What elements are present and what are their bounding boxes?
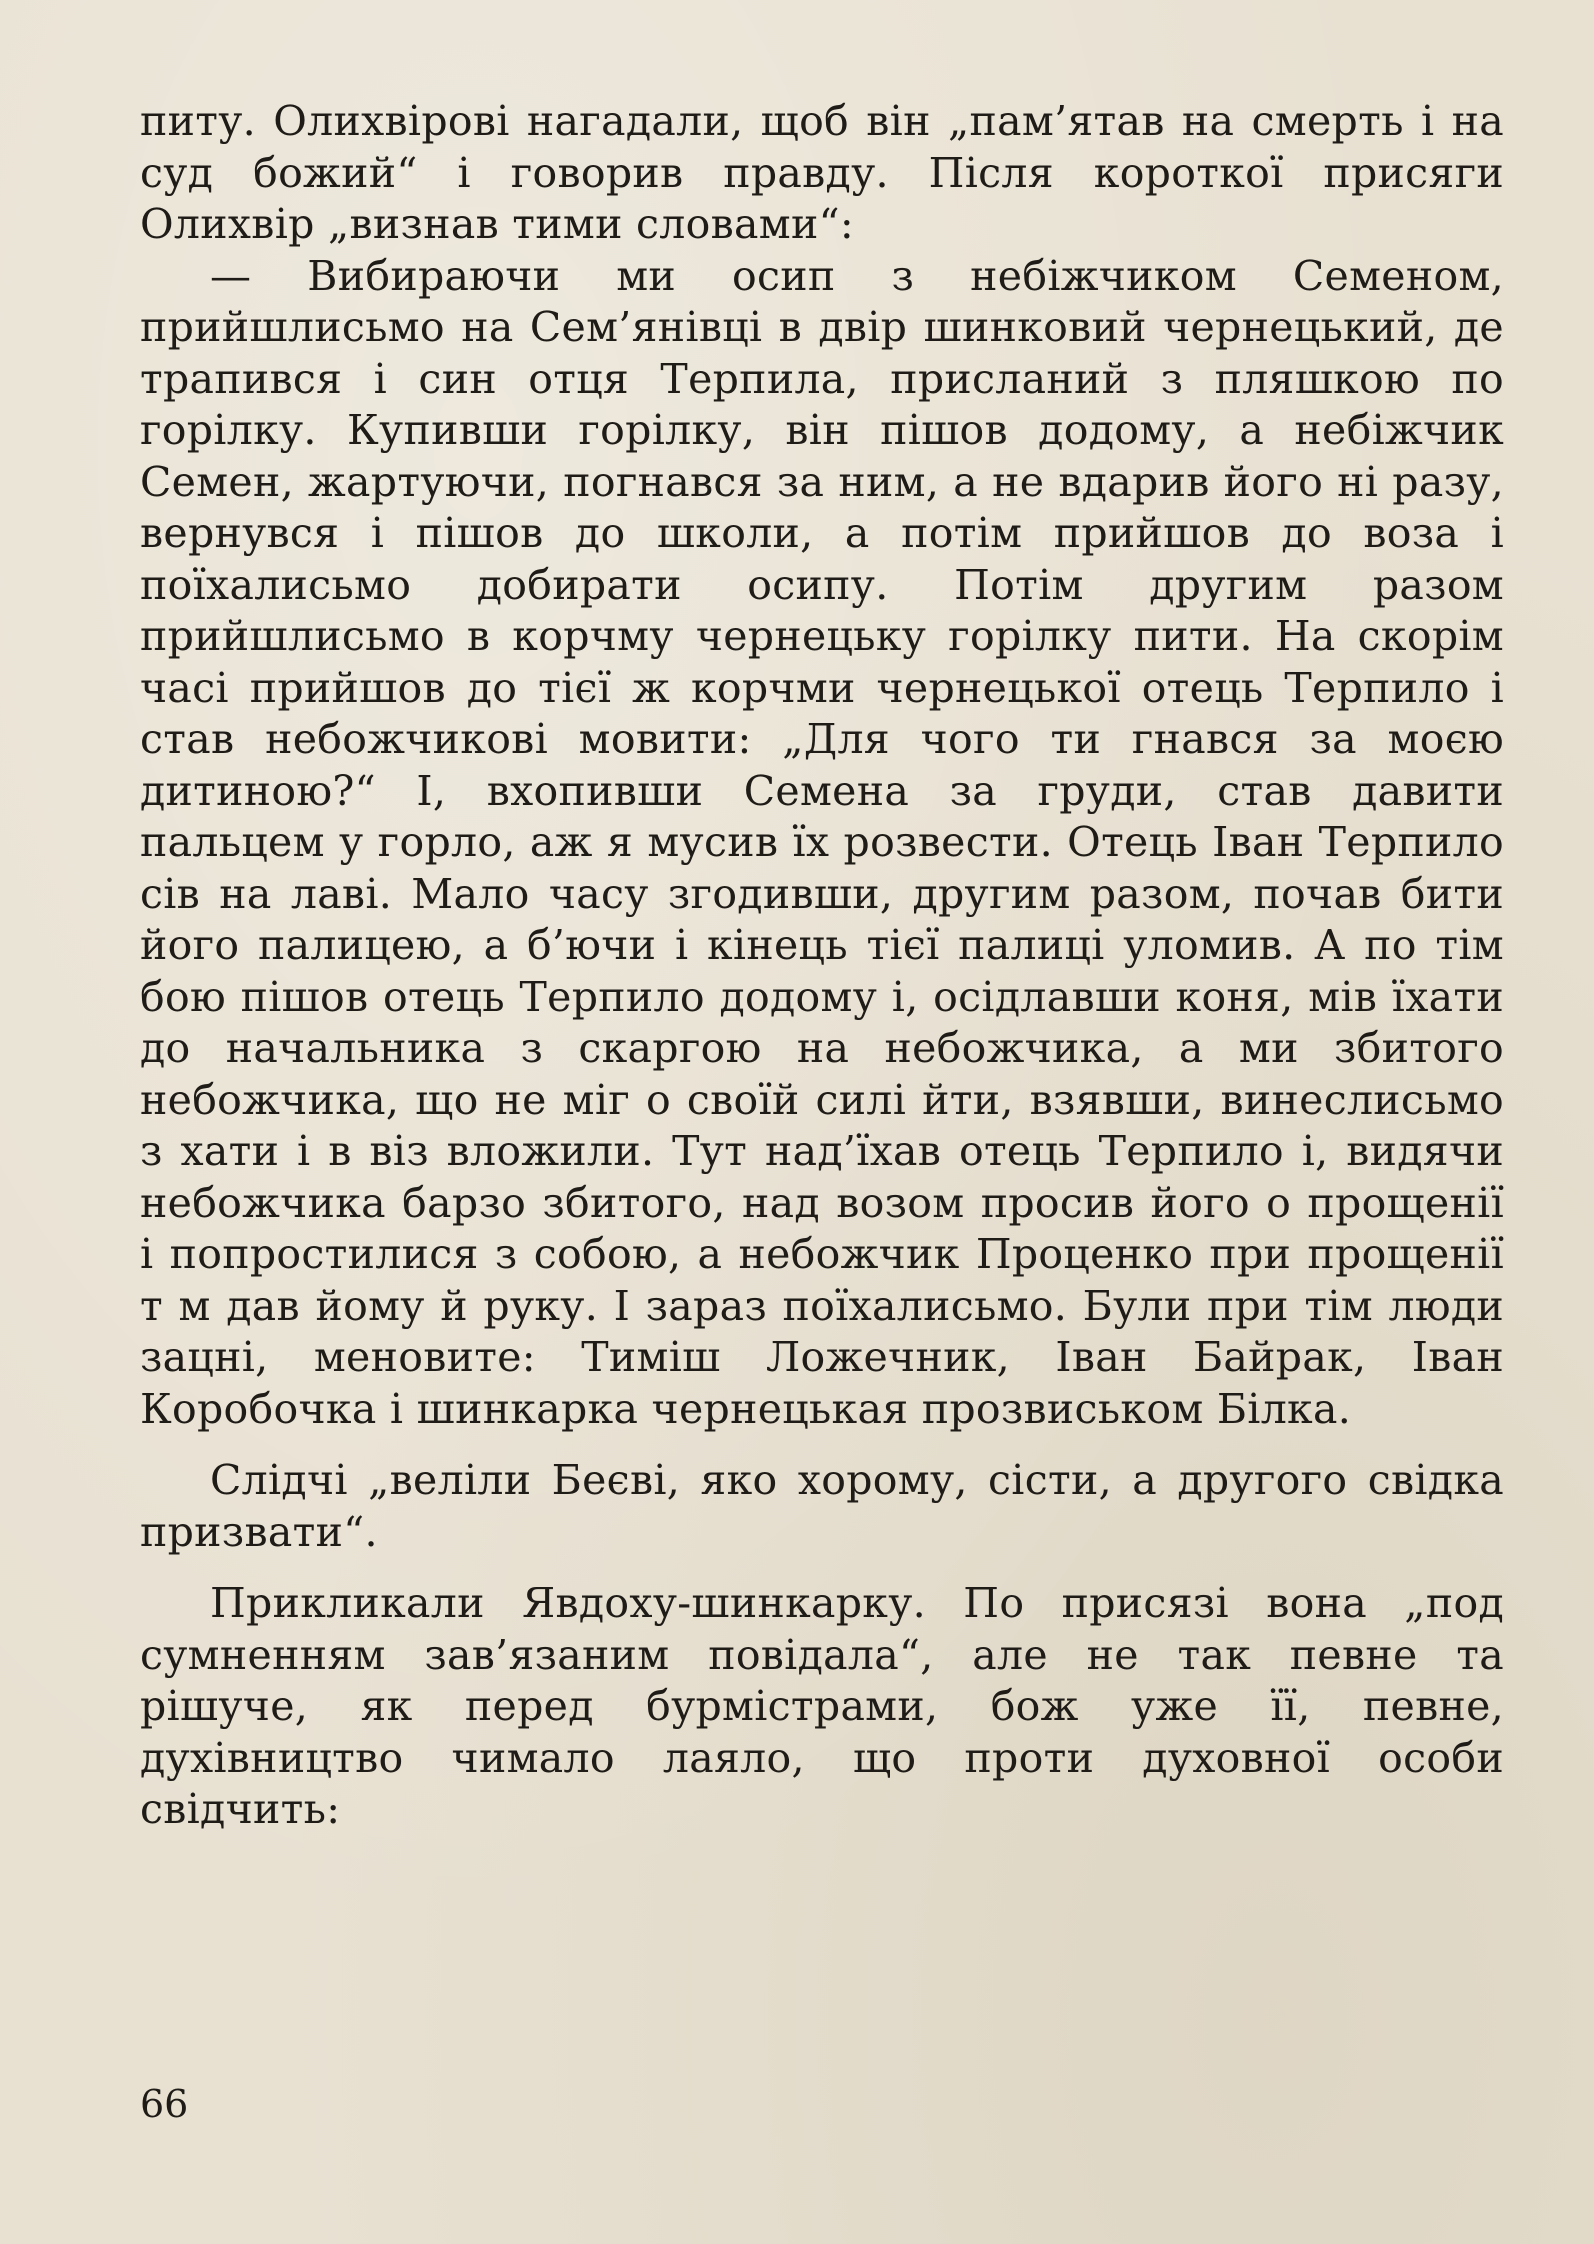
paragraph-2: — Вибираючи ми осип з небіжчиком Семеном, прийшлисьмо на Сем’янівці в двір шинковий чернецький, де трапився і син отця Терпила, присланий з пляшкою по горілку. Купивши горілку, він пішов додому, а небіжчик Семен, жартуючи, погнався за ним, а не вдарив його ні разу, вернувся і пішов до школи, а потім прийшов до воза і поїхалисьмо добирати осипу. Потім другим разом прийшлисьмо в корчму чернецьку горілку пити. На скорім часі прийшов до тієї ж корчми чернецької отець Терпило і став небожчикові мовити: „Для чого ти гнався за моєю дитиною?“ І, вхопивши Семена за груди, став давити пальцем у горло, аж я мусив їх розвести. Отець Іван Терпило сів на лаві. Мало часу згодивши, другим разом, почав бити його палицею, а б’ючи і кінець тієї палиці уломив. А по тім бою пішов отець Терпило додому і, осідлавши коня, мів їхати до начальника з скаргою на небожчика, а ми збитого небожчика, що не міг о своїй силі йти, взявши, винеслисьмо з хати і в віз вложили. Тут над’їхав отець Терпило і, видячи небожчика барзо збитого, над возом просив його о прощенії і попростилися з собою, а небожчик Проценко при прощенії т м дав йому й руку. І зараз поїхалисьмо. Були при тім люди зацні, меновите: Тиміш Ложечник, Іван Байрак, Іван Коробочка і шинкарка чернецькая прозвиськом Білка. (140, 251, 1504, 1433)
paragraph-4: Прикликали Явдоху-шинкарку. По присязі вона „под сумненням зав’язаним повідала“, але не так певне та рішуче, як перед бурмістрами, бож уже її, певне, духівництво чимало лаяло, що проти духовної особи свідчить: (140, 1579, 1504, 1833)
paragraph-3: Слідчі „веліли Беєві, яко хорому, сісти, а другого свідка призвати“. (140, 1456, 1504, 1556)
page-number: 66 (140, 2082, 189, 2126)
paragraph-1: питу. Олихвірові нагадали, щоб він „пам’ятав на смерть і на суд божий“ і говорив правду. Після короткої присяги Олихвір „визнав тими словами“: (140, 97, 1504, 248)
page-body-text (140, 96, 1504, 1836)
